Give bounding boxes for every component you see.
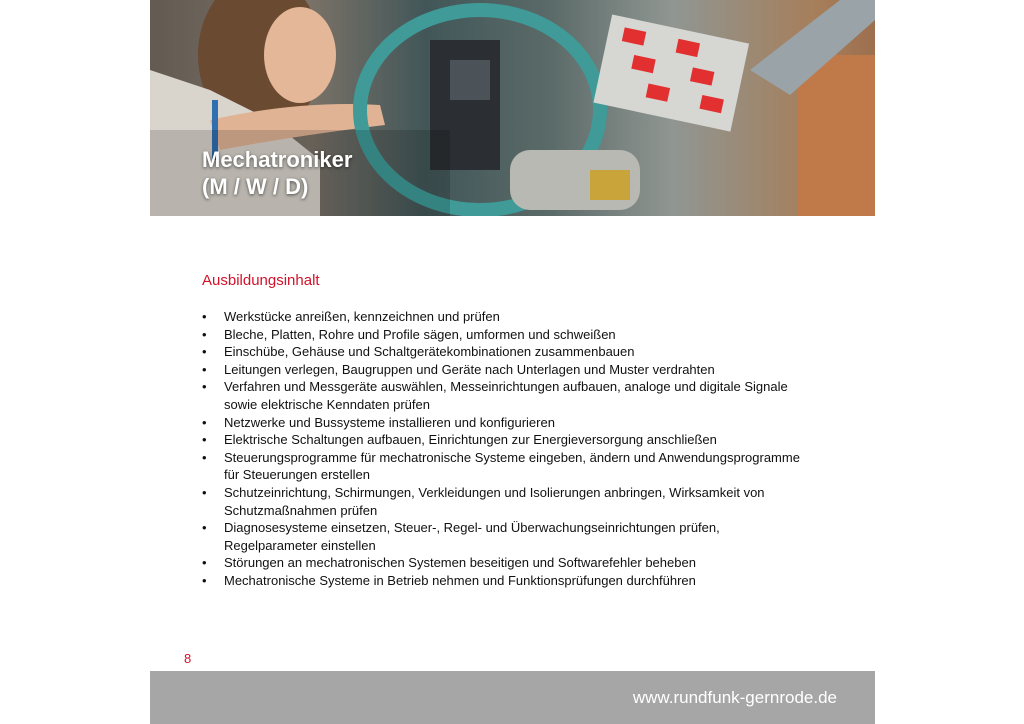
list-item	[202, 431, 812, 449]
hero-image	[150, 0, 875, 216]
bullet-icon: •	[202, 361, 207, 377]
list-item-text: Diagnosesysteme einsetzen, Steuer-, Regel- und Überwachungseinrichtungen prüfen, Regelparameter einstellen	[224, 520, 720, 553]
bullet-icon: •	[202, 309, 207, 324]
list-item-text: Schutzeinrichtung, Schirmungen, Verkleidungen und Isolierungen anbringen, Wirksamkeit von Schutzmaßnahmen prüfen	[224, 484, 765, 518]
page-number: 8	[184, 651, 192, 666]
list-item-text: Bleche, Platten, Rohre und Profile sägen, umformen und schweißen	[224, 326, 616, 342]
list-item-text: Netzwerke und Bussysteme installieren und konfigurieren	[224, 414, 555, 430]
list-item	[202, 343, 812, 361]
bullet-icon: •	[202, 326, 207, 342]
footer-bar	[150, 671, 875, 724]
list-item-text: Werkstücke anreißen, kennzeichnen und prüfen	[224, 309, 500, 324]
list-item	[202, 484, 812, 519]
bullet-icon: •	[202, 555, 207, 571]
list-item-text: Elektrische Schaltungen aufbauen, Einrichtungen zur Energieversorgung anschließen	[224, 432, 717, 448]
list-item	[202, 572, 812, 590]
training-content-list	[202, 308, 812, 590]
list-item-text: Einschübe, Gehäuse und Schaltgerätekombinationen zusammenbauen	[224, 344, 635, 360]
list-item-text: Störungen an mechatronischen Systemen beseitigen und Softwarefehler beheben	[224, 555, 696, 571]
section-heading: Ausbildungsinhalt	[202, 272, 320, 289]
list-item-text: Mechatronische Systeme in Betrieb nehmen und Funktionsprüfungen durchführen	[224, 572, 696, 588]
bullet-icon: •	[202, 484, 207, 500]
list-item-text: Leitungen verlegen, Baugruppen und Geräte nach Unterlagen und Muster verdrahten	[224, 361, 715, 377]
list-item	[202, 519, 812, 554]
list-item	[202, 554, 812, 572]
bullet-icon: •	[202, 572, 207, 588]
list-item-text: Verfahren und Messgeräte auswählen, Messeinrichtungen aufbauen, analoge und digitale Signale sowie elektrische Kenndaten prüfen	[224, 379, 788, 412]
list-item-text: Steuerungsprogramme für mechatronische Systeme eingeben, ändern und Anwendungsprogramme für Steuerungen erstellen	[224, 449, 800, 483]
list-item	[202, 449, 812, 484]
list-item	[202, 326, 812, 344]
page-title	[202, 146, 352, 200]
list-item	[202, 378, 812, 413]
title-line-1: Mechatroniker	[202, 147, 353, 172]
bullet-icon: •	[202, 432, 207, 448]
list-item	[202, 361, 812, 379]
footer-website-link[interactable]: www.rundfunk-gernrode.de	[632, 688, 837, 707]
list-item	[202, 308, 812, 326]
list-item	[202, 414, 812, 432]
bullet-icon: •	[202, 449, 207, 465]
bullet-icon: •	[202, 379, 207, 395]
bullet-icon: •	[202, 414, 207, 430]
title-line-2: (M / W / D)	[202, 174, 309, 199]
bullet-icon: •	[202, 344, 207, 360]
bullet-icon: •	[202, 520, 207, 536]
